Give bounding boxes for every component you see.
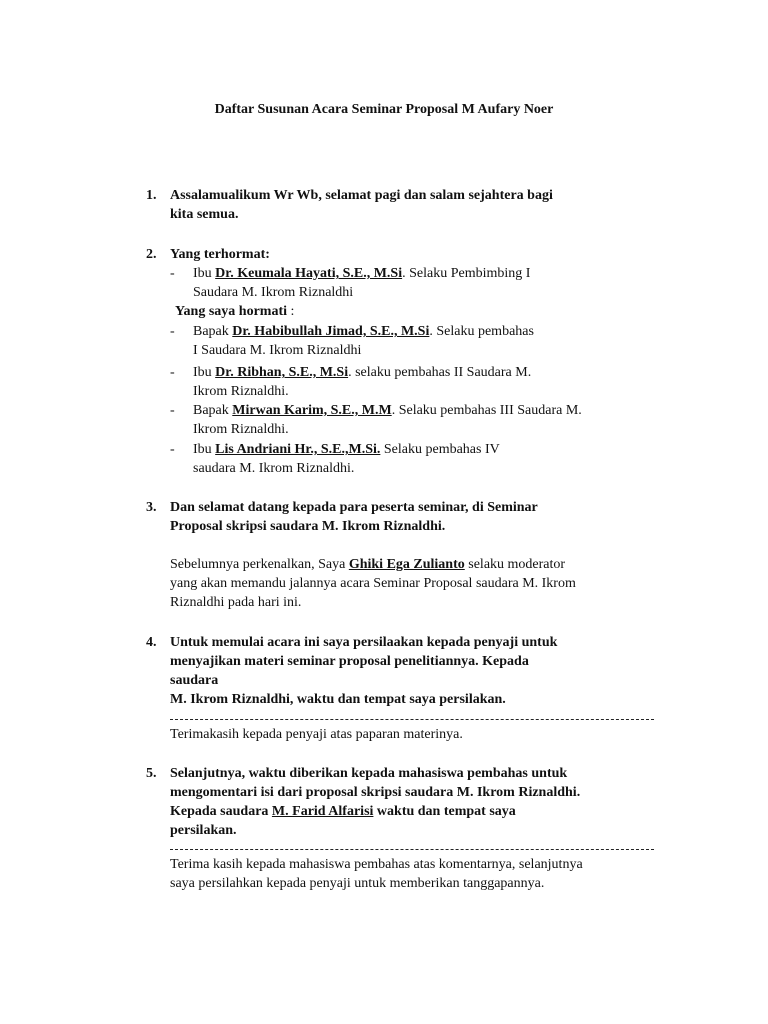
intro-line-1 [170, 555, 640, 574]
person-5-prefix: Ibu [193, 442, 216, 457]
page-title: Daftar Susunan Acara Seminar Proposal M Aufary Noer [214, 102, 554, 117]
person-3-line-2: Ikrom Riznaldhi. [193, 384, 289, 399]
item-5-after-text [170, 855, 650, 893]
item-5-line-3-prefix: Kepada saudara [170, 804, 272, 819]
person-4-line-1 [193, 401, 633, 420]
item-4-text [170, 633, 610, 709]
item-5-number: 5. [146, 766, 157, 781]
item-2-p4-dash: - [170, 403, 175, 418]
item-4-line-3: saudara [170, 673, 219, 688]
item-5-line-2: mengomentari isi dari proposal skripsi saudara M. Ikrom Riznaldhi. [170, 785, 581, 800]
item-5-line-1: Selanjutnya, waktu diberikan kepada mahasiswa pembahas untuk [170, 766, 568, 781]
intro-role: selaku moderator [464, 557, 566, 572]
item-3-line-2: Proposal skripsi saudara M. Ikrom Riznaldhi. [170, 519, 446, 534]
item-4-number: 4. [146, 635, 157, 650]
person-2-line-1 [193, 322, 613, 341]
person-4-prefix: Bapak [193, 403, 233, 418]
person-5-line-1 [193, 440, 613, 459]
item-3-line-1: Dan selamat datang kepada para peserta seminar, di Seminar [170, 500, 538, 515]
item-3-number: 3. [146, 500, 157, 515]
intro-line-2: yang akan memandu jalannya acara Seminar Proposal saudara M. Ikrom [170, 576, 576, 591]
item-5-line-3 [170, 802, 640, 821]
item-4-line-1: Untuk memulai acara ini saya persilaakan kepada penyaji untuk [170, 635, 558, 650]
item-2-p5-dash: - [170, 442, 175, 457]
subheading-text: Yang saya hormati [175, 304, 288, 319]
person-1-line-2: Saudara M. Ikrom Riznaldhi [193, 285, 354, 300]
item-2-person-3 [193, 363, 613, 401]
item-5-text [170, 764, 640, 840]
person-2-name: Dr. Habibullah Jimad, S.E., M.Si [232, 324, 430, 339]
item-2-subheading [175, 302, 294, 321]
item-2-heading: Yang terhormat: [170, 247, 270, 262]
item-3-text [170, 498, 610, 536]
subheading-colon: : [287, 304, 295, 319]
person-3-role: . selaku pembahas II Saudara M. [348, 365, 532, 380]
item-4-divider [170, 719, 654, 720]
item-3-intro-paragraph [170, 555, 640, 612]
item-4-line-2: menyajikan materi seminar proposal penelitiannya. Kepada [170, 654, 529, 669]
item-2-person-4 [193, 401, 633, 439]
item-2-p1-dash: - [170, 266, 175, 281]
item-1-line-1: Assalamualikum Wr Wb, selamat pagi dan salam sejahtera bagi [170, 188, 553, 203]
person-3-line-1 [193, 363, 613, 382]
item-5-divider [170, 849, 654, 850]
item-4-line-4: M. Ikrom Riznaldhi, waktu dan tempat saya persilakan. [170, 692, 506, 707]
item-1-text [170, 186, 610, 224]
person-5-line-2: saudara M. Ikrom Riznaldhi. [193, 461, 355, 476]
person-3-name: Dr. Ribhan, S.E., M.Si [215, 365, 349, 380]
item-5-after-line-2: saya persilahkan kepada penyaji untuk memberikan tanggapannya. [170, 876, 545, 891]
person-2-line-2: I Saudara M. Ikrom Riznaldhi [193, 343, 362, 358]
item-2-person-1 [193, 264, 613, 302]
person-1-name: Dr. Keumala Hayati, S.E., M.Si [215, 266, 403, 281]
moderator-name: Ghiki Ega Zulianto [348, 557, 465, 572]
person-1-prefix: Ibu [193, 266, 216, 281]
person-2-role: . Selaku pembahas [429, 324, 534, 339]
intro-line-3: Riznaldhi pada hari ini. [170, 595, 302, 610]
item-5-line-4: persilakan. [170, 823, 237, 838]
item-2-p3-dash: - [170, 365, 175, 380]
person-5-role: Selaku pembahas IV [380, 442, 500, 457]
item-1-number: 1. [146, 188, 157, 203]
person-1-line-1 [193, 264, 613, 283]
person-3-prefix: Ibu [193, 365, 216, 380]
item-2-number: 2. [146, 247, 157, 262]
item-2-person-5 [193, 440, 613, 478]
person-4-role: . Selaku pembahas III Saudara M. [391, 403, 582, 418]
item-2-person-2 [193, 322, 613, 360]
discussant-name: M. Farid Alfarisi [271, 804, 374, 819]
person-1-role: . Selaku Pembimbing I [402, 266, 531, 281]
person-5-name: Lis Andriani Hr., S.E.,M.Si. [215, 442, 381, 457]
person-2-prefix: Bapak [193, 324, 233, 339]
item-5-after-line-1: Terima kasih kepada mahasiswa pembahas atas komentarnya, selanjutnya [170, 857, 583, 872]
item-4-after-text: Terimakasih kepada penyaji atas paparan materinya. [170, 727, 463, 742]
item-1-line-2: kita semua. [170, 207, 239, 222]
item-2-p2-dash: - [170, 324, 175, 339]
person-4-name: Mirwan Karim, S.E., M.M [232, 403, 392, 418]
person-4-line-2: Ikrom Riznaldhi. [193, 422, 289, 437]
intro-prefix: Sebelumnya perkenalkan, Saya [170, 557, 349, 572]
item-5-line-3-rest: waktu dan tempat saya [373, 804, 516, 819]
